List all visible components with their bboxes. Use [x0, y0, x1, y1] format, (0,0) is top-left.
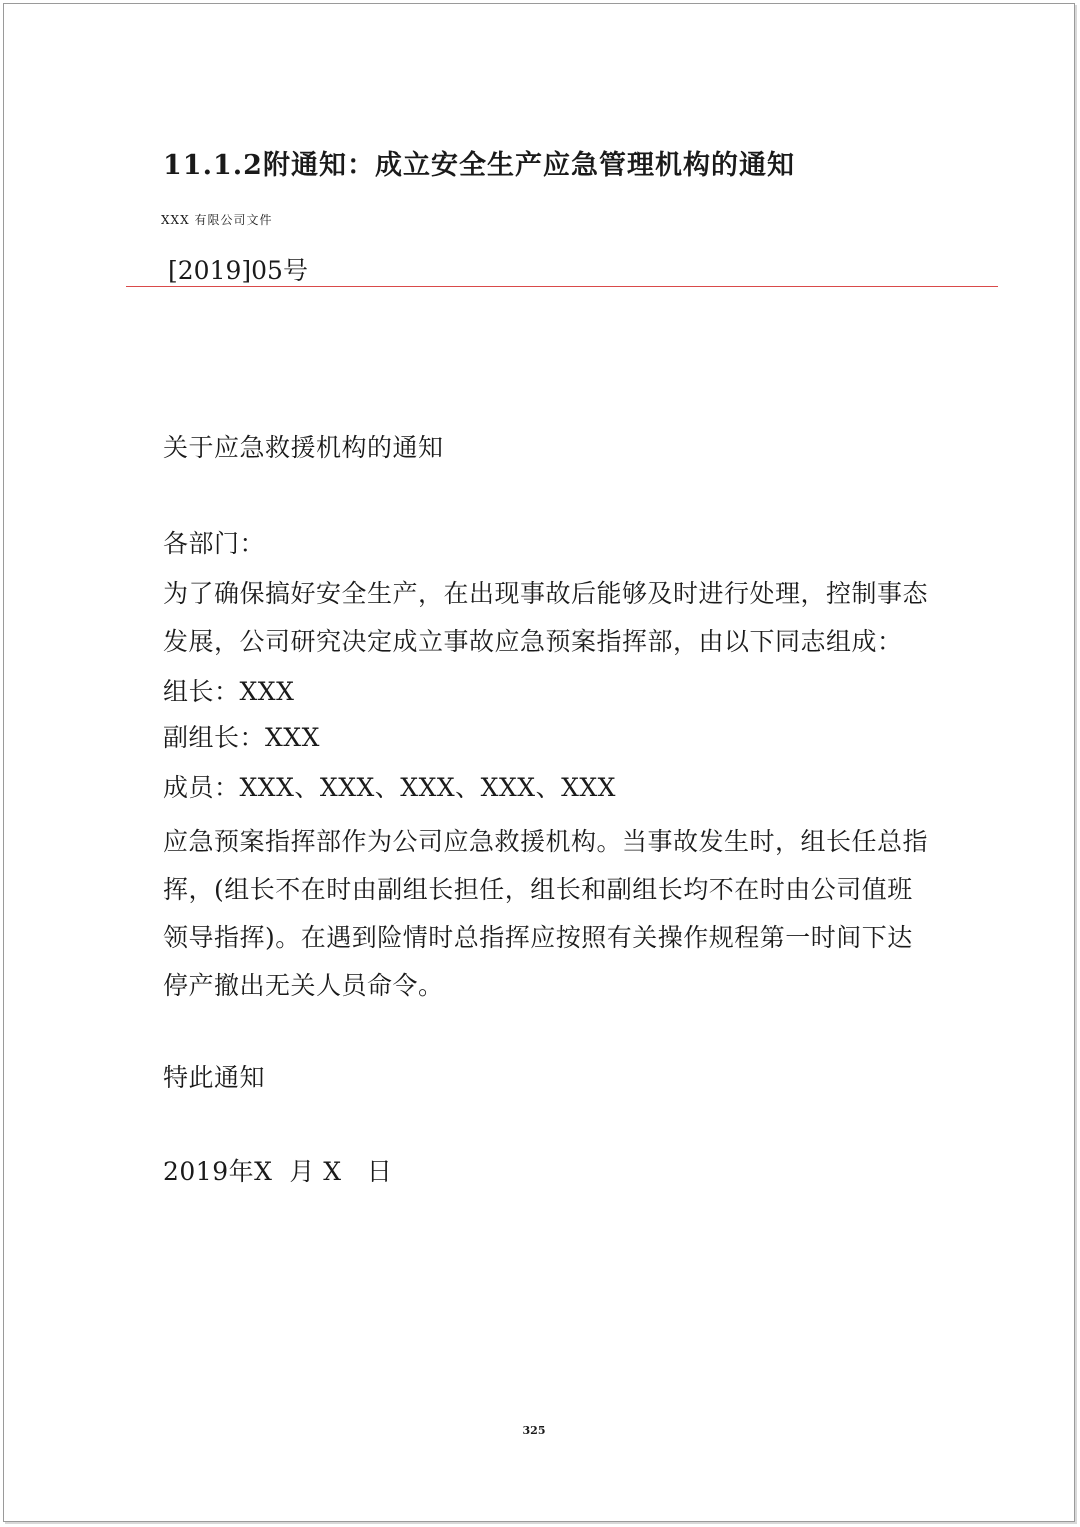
closing-text: 特此通知: [163, 1063, 266, 1092]
body-line: 领导指挥)。在遇到险情时总指挥应按照有关操作规程第一时间下达: [163, 923, 913, 952]
salutation: 各部门：: [163, 529, 266, 558]
page-number: 325: [522, 1424, 546, 1437]
company-file-header: XXX 有限公司文件: [161, 213, 273, 227]
body-line: 为了确保搞好安全生产，在出现事故后能够及时进行处理，控制事态: [163, 579, 929, 608]
section-heading: 11.1.2附通知：成立安全生产应急管理机构的通知: [163, 150, 795, 181]
deputy-leader-line: 副组长：XXX: [163, 723, 320, 752]
body-line: 停产撤出无关人员命令。: [163, 971, 444, 1000]
body-line: 挥，(组长不在时由副组长担任，组长和副组长均不在时由公司值班: [163, 875, 913, 904]
members-line: 成员：XXX、XXX、XXX、XXX、XXX: [163, 773, 616, 802]
page-frame: [3, 3, 1075, 1522]
notice-date: 2019年X 月 X 日: [163, 1157, 393, 1186]
leader-line: 组长：XXX: [163, 677, 295, 706]
document-number: [2019]05号: [168, 256, 308, 285]
body-line: 发展，公司研究决定成立事故应急预案指挥部，由以下同志组成：: [163, 627, 903, 656]
notice-title: 关于应急救援机构的通知: [163, 433, 444, 462]
red-divider-line: [126, 286, 998, 287]
body-line: 应急预案指挥部作为公司应急救援机构。当事故发生时，组长任总指: [163, 827, 929, 856]
